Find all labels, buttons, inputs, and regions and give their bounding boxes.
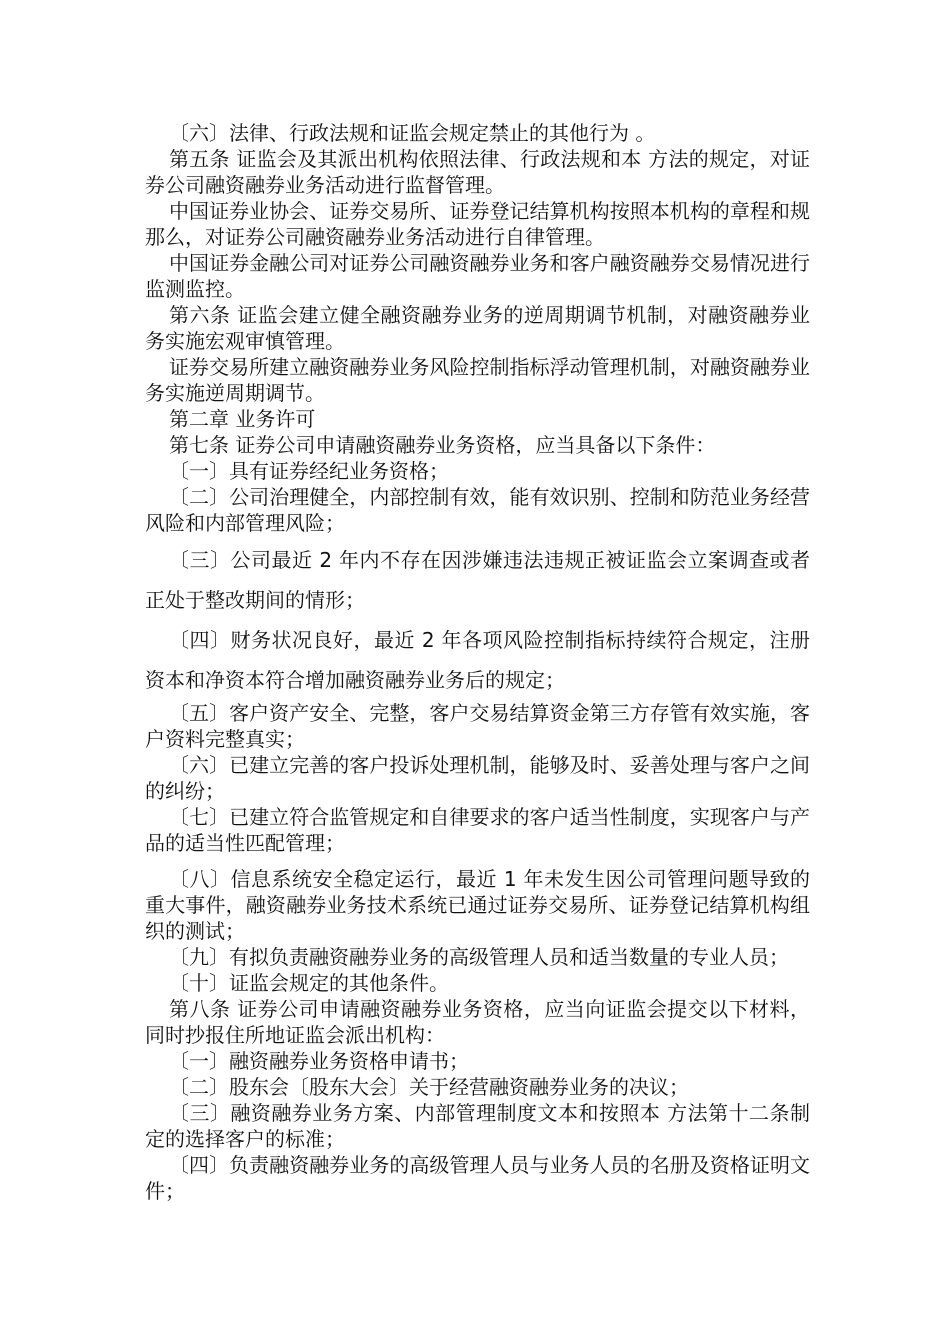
list-item: 〔六〕已建立完善的客户投诉处理机制，能够及时、妥善处理与客户之间的纠纷； [145,753,810,803]
list-item: 〔十〕证监会规定的其他条件。 [169,971,449,995]
article-8: 第八条 证券公司申请融资融券业务资格，应当向证监会提交以下材料，同时抄报住所地证监会派出机构： [145,997,810,1047]
list-item: 〔九〕有拟负责融资融券业务的高级管理人员和适当数量的专业人员； [169,945,789,969]
document-body [145,120,810,1204]
article-6: 第六条 证监会建立健全融资融券业务的逆周期调节机制，对融资融券业务实施宏观审慎管理。 [145,303,810,353]
paragraph: 中国证券金融公司对证券公司融资融券业务和客户融资融券交易情况进行监测监控。 [145,251,810,301]
article-5: 第五条 证监会及其派出机构依照法律、行政法规和本 方法的规定，对证券公司融资融券业务活动进行监督管理。 [145,147,810,197]
list-item: 〔五〕客户资产安全、完整，客户交易结算资金第三方存管有效实施，客户资料完整真实； [145,701,810,751]
article-7: 第七条 证券公司申请融资融券业务资格，应当具备以下条件： [169,433,716,457]
list-item: 〔一〕融资融券业务资格申请书； [169,1049,469,1073]
list-item: 〔一〕具有证券经纪业务资格； [169,459,449,483]
list-item: 〔二〕公司治理健全，内部控制有效，能有效识别、控制和防范业务经营风险和内部管理风险； [145,485,810,535]
paragraph: 证券交易所建立融资融券业务风险控制指标浮动管理机制，对融资融券业务实施逆周期调节。 [145,355,810,405]
list-item: 〔三〕融资融券业务方案、内部管理制度文本和按照本 方法第十二条制定的选择客户的标准； [145,1101,810,1151]
list-item: 〔四〕财务状况良好，最近 2 年各项风险控制指标持续符合规定，注册资本和净资本符合增加融资融券业务后的规定； [145,628,810,692]
list-item: 〔八〕信息系统安全稳定运行，最近 1 年未发生因公司管理问题导致的重大事件，融资融券业务技术系统已通过证券交易所、证券登记结算机构组织的测试； [145,867,810,943]
list-item: 〔七〕已建立符合监管规定和自律要求的客户适当性制度，实现客户与产品的适当性匹配管理； [145,805,810,855]
paragraph: 中国证券业协会、证券交易所、证券登记结算机构按照本机构的章程和规那么，对证券公司融资融券业务活动进行自律管理。 [145,199,810,249]
list-item: 〔三〕公司最近 2 年内不存在因涉嫌违法违规正被证监会立案调查或者正处于整改期间的情形； [145,548,810,612]
paragraph: 〔六〕法律、行政法规和证监会规定禁止的其他行为 。 [169,121,656,145]
list-item: 〔四〕负责融资融券业务的高级管理人员与业务人员的名册及资格证明文件； [145,1153,810,1203]
list-item: 〔二〕股东会〔股东大会〕关于经营融资融券业务的决议； [169,1075,689,1099]
chapter-heading: 第二章 业务许可 [169,407,316,431]
